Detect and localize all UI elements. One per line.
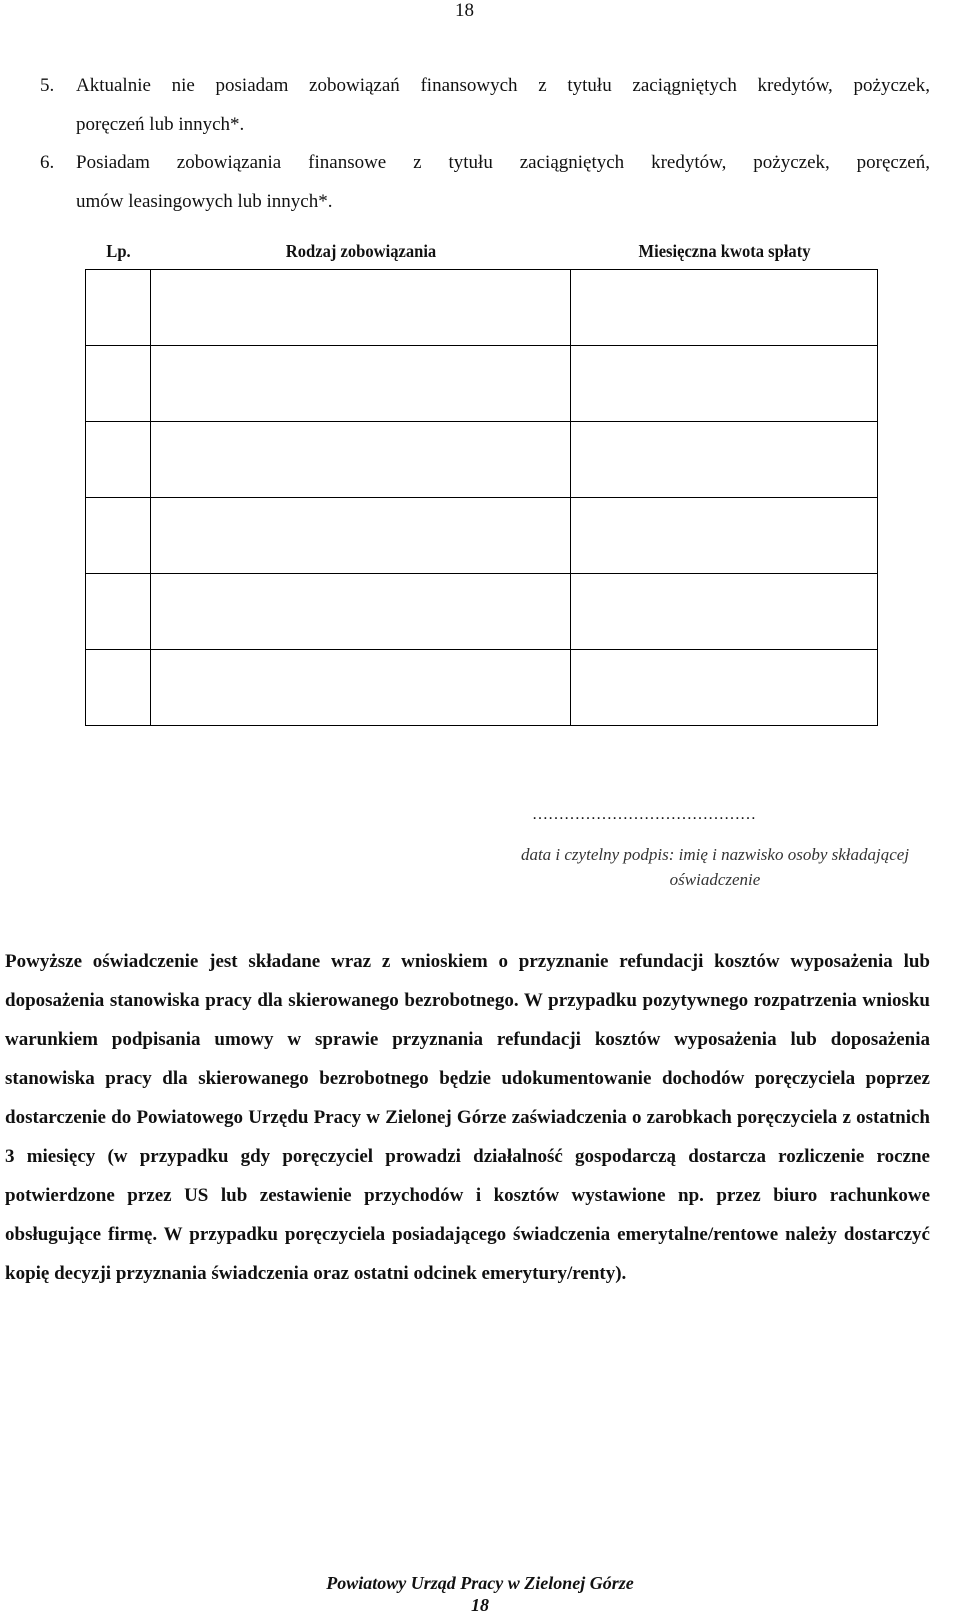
cell-lp[interactable] [86, 422, 151, 498]
cell-lp[interactable] [86, 650, 151, 726]
table-header-row [86, 233, 878, 270]
statement-text-line2: umów leasingowych lub innych*. [76, 191, 333, 212]
obligations-table [85, 233, 878, 726]
footer-office: Powiatowy Urząd Pracy w Zielonej Górze [326, 1573, 634, 1593]
statement-5 [40, 66, 930, 144]
cell-obligation-type[interactable] [151, 346, 571, 422]
statement-6 [40, 143, 930, 221]
cell-obligation-type[interactable] [151, 422, 571, 498]
statement-text-line1: Posiadam zobowiązania finansowe z tytułu zaciągniętych kredytów, pożyczek, poręczeń, [76, 152, 930, 173]
cell-obligation-type[interactable] [151, 498, 571, 574]
page-number-top: 18 [455, 0, 474, 21]
cell-monthly-amount[interactable] [571, 346, 878, 422]
header-lp: Lp. [105, 240, 131, 261]
cell-obligation-type[interactable] [151, 650, 571, 726]
cell-monthly-amount[interactable] [571, 422, 878, 498]
cell-obligation-type[interactable] [151, 270, 571, 346]
signature-line: …………………………………… [532, 806, 756, 823]
statement-number: 6. [40, 152, 55, 173]
table-row [86, 422, 878, 498]
table-row [86, 270, 878, 346]
cell-lp[interactable] [86, 574, 151, 650]
footer-page-number: 18 [471, 1595, 489, 1615]
table-row [86, 498, 878, 574]
statement-number: 5. [40, 75, 55, 96]
cell-lp[interactable] [86, 270, 151, 346]
cell-lp[interactable] [86, 346, 151, 422]
signature-caption: data i czytelny podpis: imię i nazwisko osoby składającej oświadczenie [520, 845, 910, 889]
footer [0, 1572, 960, 1616]
info-paragraph: Powyższe oświadczenie jest składane wraz z wnioskiem o przyznanie refundacji kosztów wyposażenia lub doposażenia stanowiska pracy dla skierowanego bezrobotnego. W przypadku pozytywnego rozpatrzenia wniosku warunkiem podpisania umowy w sprawie przyznania refundacji kosztów wyposażenia lub doposażenia stanowiska pracy dla skierowanego bezrobotnego będzie udokumentowanie dochodów poręczyciela poprzez dostarczenie do Powiatowego Urzędu Pracy w Zielonej Górze zaświadczenia o zarobkach poręczyciela z ostatnich 3 miesięcy (w przypadku gdy poręczyciel prowadzi działalność gospodarczą dostarcza rozliczenie roczne potwierdzone przez US lub zestawienie przychodów i kosztów wystawione np. przez biuro rachunkowe obsługujące firmę. W przypadku poręczyciela posiadającego świadczenia emerytalne/rentowe należy dostarczyć kopię decyzji przyznania świadczenia oraz ostatni odcinek emerytury/renty). [5, 951, 930, 1284]
table-row [86, 650, 878, 726]
cell-monthly-amount[interactable] [571, 650, 878, 726]
header-monthly-amount: Miesięczna kwota spłaty [637, 240, 811, 261]
cell-obligation-type[interactable] [151, 574, 571, 650]
cell-monthly-amount[interactable] [571, 270, 878, 346]
table-row [86, 574, 878, 650]
table-row [86, 346, 878, 422]
cell-monthly-amount[interactable] [571, 574, 878, 650]
statement-text-line1: Aktualnie nie posiadam zobowiązań finansowych z tytułu zaciągniętych kredytów, pożyczek, [76, 75, 930, 96]
header-obligation-type: Rodzaj zobowiązania [285, 240, 436, 261]
cell-lp[interactable] [86, 498, 151, 574]
statement-text-line2: poręczeń lub innych*. [76, 114, 245, 135]
cell-monthly-amount[interactable] [571, 498, 878, 574]
